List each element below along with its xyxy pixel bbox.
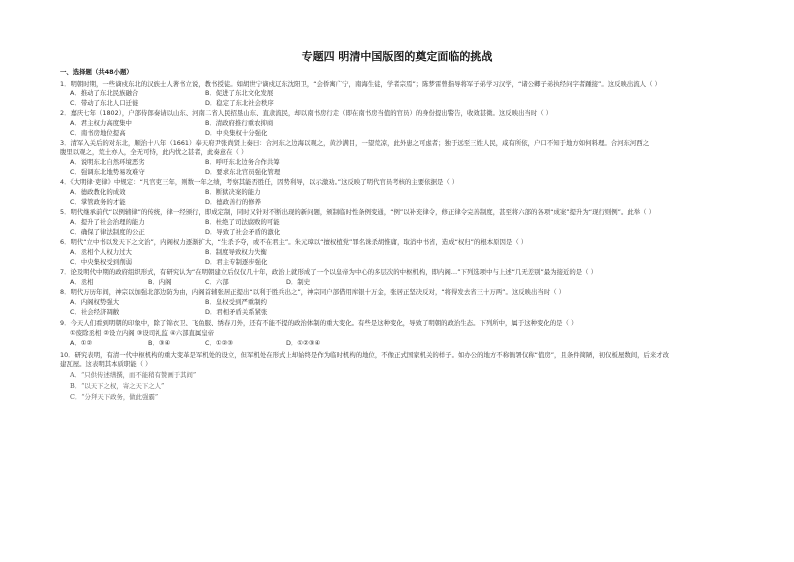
question-3-option-c: C．强调东北地势易攻难守: [70, 168, 145, 176]
question-5-option-a: A．提升了社会治理的能力: [70, 218, 145, 226]
question-3-option-a: A．说明东北自然环境恶劣: [70, 158, 145, 166]
question-5-option-b: B．杜绝了司法腐败的可能: [205, 218, 280, 226]
question-6-option-c: C．中央集权受到削弱: [70, 258, 132, 266]
question-10-stem-line-1: 10．研究表明，有清一代中枢机构的重大变革是军机处的设立，但军机处在形式上却始终是作为临时机构的地位，不像正式国家机关的样子。如办公的地方不称衙署仅称“值房”，且条件简陋，初仅板屋数间，后来才改: [60, 351, 670, 359]
question-3-option-b: B．呼吁东北边务合作共筹: [205, 158, 280, 166]
question-1-option-d: D．稳定了东北社会秩序: [205, 99, 274, 107]
question-2-option-a: A．君主权力高度集中: [70, 119, 132, 127]
question-4-stem: 4．《大明律·吏律》中规定：“凡官吏三年，则数一年之绩，考察其能否胜任，因势利导，以示激劝。”这反映了明代官员考核的主要依据是（ ）: [60, 178, 459, 186]
question-8-option-c: C．社会经济凋敝: [70, 308, 120, 316]
question-10-option-a: A．“只供传述缮撰，而不能稍有赞画于其间”: [70, 371, 197, 379]
question-6-option-a: A．丞相个人权力过大: [70, 248, 132, 256]
question-9-option-a: A．①②: [70, 339, 93, 347]
question-7-option-d: D．制史: [286, 278, 311, 286]
section-heading: 一、选择题（共48小题）: [60, 68, 133, 76]
question-10-stem-line-2: 建瓦屋。这表明其本质职能（ ）: [60, 360, 152, 368]
question-8-stem: 8．明代万历年间，神宗以加强北部边防为由，内阁首辅张居正提出“以利于胜兵出之”，神宗同户部借用库银十万金，张居正坚决反对，“将得发去省三十万两”。这反映出当时（ ）: [60, 288, 566, 296]
question-8-option-b: B．皇权受到严重制约: [205, 298, 267, 306]
question-5-stem: 5．明代继承前代“以例辅律”的传统，律一经颁行，即成定制，同时又针对不断出现的新问题，颁制临时性条例变通，“例”以补充律令，修正律令完善制度，甚至将六部的各项“成案”提升为“现行则例”。此举（ ）: [60, 208, 655, 216]
question-3-option-d: D．要求东北官员强化管理: [205, 168, 281, 176]
question-10-option-b: B．“以天下之权，寄之天下之人”: [70, 382, 165, 390]
question-9-choices: ①废除丞相 ②设立内阁 ③设司礼监 ④六部直属皇帝: [70, 329, 215, 337]
question-7-option-c: C．六部: [205, 278, 229, 286]
question-1-option-a: A．推动了东北民族融合: [70, 89, 139, 97]
question-4-option-c: C．掌管政务的才能: [70, 198, 126, 206]
question-1-option-b: B．促进了东北文化发展: [205, 89, 274, 97]
page-title: 专题四 明清中国版图的奠定面临的挑战: [301, 50, 493, 63]
question-5-option-d: D．导致了社会矛盾的激化: [205, 228, 281, 236]
question-6-option-d: D．君主专制逐步强化: [205, 258, 268, 266]
question-8-option-a: A．内阁权势强大: [70, 298, 120, 306]
question-4-option-b: B．断狱决案的能力: [205, 188, 261, 196]
question-9-option-c: C．①②③: [205, 339, 234, 347]
question-10-option-c: C．“分拜天下政务，做此强霸”: [70, 393, 159, 401]
question-8-option-d: D．君相矛盾关系紧张: [205, 308, 268, 316]
question-1-option-c: C．带动了东北人口迁徙: [70, 99, 139, 107]
question-2-option-b: B．清政府推行重农抑商: [205, 119, 274, 127]
question-6-stem: 6．明代“立中书以发天下之文治”，内阁权力逐渐扩大，“生杀予夺，或不在君主”。朱元璋以“擅权植党”罪名诛杀胡惟庸，取消中书省，造成“权归”的根本原因是（ ）: [60, 238, 528, 246]
question-3-stem-line-1: 3．清军入关后的对东北，顺治十八年（1661）奉天府尹张尚贤上奏曰：合河东之边海以观之，黄沙满目，一望荒凉，此外患之可虑者；独于远至三姓人民，咸有所依，户口不知于地方如何料理。合河东河西之: [60, 139, 650, 147]
question-7-stem: 7．论及明代中期的政府组织形式，有研究认为“在明朝建立后仅仅几十年，政治上就形成了一个以皇帝为中心的多层次的中枢机构，即内阁…”下列选项中与上述“几无差别”最为接近的是（ ）: [60, 268, 597, 276]
question-7-option-b: B．内阁: [148, 278, 172, 286]
question-6-option-b: B．制度导致权力失衡: [205, 248, 267, 256]
question-4-option-d: D．德政善行的修养: [205, 198, 262, 206]
question-1-stem: 1．明朝时期，一些谪戍东北的汉族士人著书立说，教书授徒。如胡世宁谪戍辽东沈阳卫，“会侨寓广宁，南海生徒，学者宗焉”；陈梦雷曾指导将军子弟学习汉学，“诸公卿子弟执经问字者踵接”。这反映出流人（ ）: [60, 80, 661, 88]
question-7-option-a: A．丞相: [70, 278, 94, 286]
question-2-option-c: C．南书房地位提高: [70, 129, 126, 137]
question-5-option-c: C．确保了律法制度的公正: [70, 228, 145, 236]
question-9-stem: 9．今天人们看到明朝的印象中，除了锦衣卫、飞鱼服、绣春刀外，还有不能不提的政治体制的重大变化。有些是这种变化，导致了明朝的政治生态。下列所中，属于这种变化的是（ ）: [60, 319, 578, 327]
question-3-stem-line-2: 腹里以观之，荒土亦人，全无可恃，此内忧之甚者，此奏意在（ ）: [60, 148, 248, 156]
question-9-option-d: D．①②③④: [286, 339, 321, 347]
question-4-option-a: A．德政教化的成效: [70, 188, 126, 196]
question-2-option-d: D．中央集权十分强化: [205, 129, 268, 137]
question-9-option-b: B．③④: [148, 339, 171, 347]
question-2-stem: 2．嘉庆七年（1802），户部侍郎奏请以山东、河南二省人民招垦山东、直隶流民，却以南书房行走（即在南书房当值的官员）的身份提出警告，收效甚微。这反映出当时（ ）: [60, 109, 553, 117]
